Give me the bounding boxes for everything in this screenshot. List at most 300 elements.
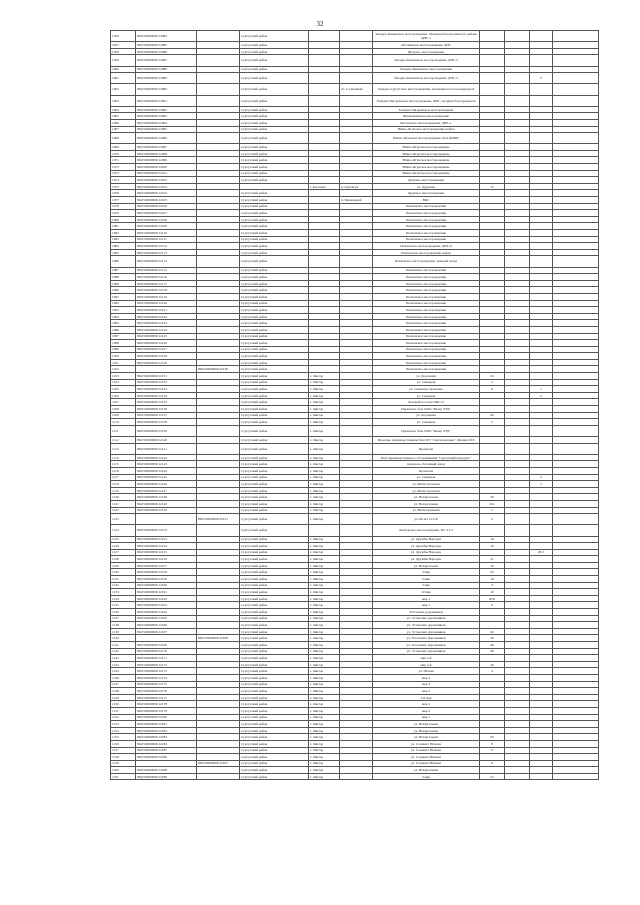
table-cell bbox=[480, 190, 505, 197]
table-cell bbox=[480, 461, 505, 468]
table-cell: 1106 bbox=[111, 392, 136, 399]
table-cell bbox=[505, 461, 530, 468]
table-cell bbox=[340, 119, 373, 126]
table-cell bbox=[197, 133, 240, 144]
table-cell bbox=[197, 481, 240, 488]
table-cell: 1130 bbox=[111, 569, 136, 576]
table-cell bbox=[530, 366, 553, 373]
table-cell bbox=[309, 307, 340, 314]
table-cell: Сургутский район bbox=[240, 55, 309, 66]
table-cell bbox=[480, 243, 505, 250]
table-cell: Западно-Чигоринское месторождение, ДНС, опорная база промысла bbox=[373, 95, 480, 106]
table-cell bbox=[553, 655, 599, 662]
table-cell bbox=[553, 223, 599, 230]
table-cell: Сургутский район bbox=[240, 236, 309, 243]
table-cell bbox=[553, 494, 599, 501]
table-cell bbox=[505, 66, 530, 73]
table-cell bbox=[505, 500, 530, 507]
table-cell bbox=[480, 119, 505, 126]
table-cell: 1077 bbox=[111, 197, 136, 204]
table-cell bbox=[480, 274, 505, 281]
table-cell bbox=[309, 144, 340, 151]
table-cell: 63 bbox=[480, 734, 505, 741]
table-row bbox=[111, 481, 599, 488]
table-cell bbox=[340, 267, 373, 274]
table-cell bbox=[530, 437, 553, 444]
table-cell: Сургутский район bbox=[240, 443, 309, 454]
table-cell bbox=[553, 721, 599, 728]
table-cell: ул. Назаргалеева bbox=[373, 767, 480, 774]
table-cell: Сургутский район bbox=[240, 582, 309, 589]
table-cell bbox=[340, 642, 373, 649]
table-cell bbox=[340, 443, 373, 454]
table-cell bbox=[505, 230, 530, 237]
table-cell: Повховское месторождение bbox=[373, 326, 480, 333]
table-cell: ул. Эстонских дорожников bbox=[373, 615, 480, 622]
table-cell: 24 bbox=[480, 373, 505, 380]
table-cell bbox=[505, 734, 530, 741]
table-cell bbox=[340, 287, 373, 294]
table-cell bbox=[553, 126, 599, 133]
table-cell: мкр 2 bbox=[373, 707, 480, 714]
table-cell bbox=[505, 543, 530, 550]
table-row bbox=[111, 326, 599, 333]
table-cell: г. Лянтор bbox=[309, 461, 340, 468]
table-cell bbox=[505, 267, 530, 274]
table-cell bbox=[197, 536, 240, 543]
table-row bbox=[111, 183, 599, 190]
table-cell: Сургутский район bbox=[240, 197, 309, 204]
table-cell: 86:03:0000000:12117 bbox=[136, 280, 197, 287]
table-cell bbox=[480, 326, 505, 333]
table-cell: 86:03:0000000:12132 bbox=[136, 379, 197, 386]
table-cell: 86:03:0000000:12085 bbox=[136, 42, 197, 49]
table-cell bbox=[530, 602, 553, 609]
table-cell bbox=[553, 392, 599, 399]
table-row bbox=[111, 293, 599, 300]
table-cell: 86:03:0000000:12113 bbox=[136, 249, 197, 256]
table-cell bbox=[197, 734, 240, 741]
table-row bbox=[111, 307, 599, 314]
table-cell bbox=[505, 164, 530, 171]
table-cell: Сургутский район bbox=[240, 576, 309, 583]
table-cell bbox=[505, 773, 530, 780]
table-cell bbox=[553, 589, 599, 596]
page-number: 32 bbox=[316, 20, 324, 28]
table-cell: 1067 bbox=[111, 126, 136, 133]
table-cell: 86:03:0000000:12107 bbox=[136, 210, 197, 217]
table-cell bbox=[553, 216, 599, 223]
table-cell bbox=[553, 313, 599, 320]
table-cell bbox=[197, 379, 240, 386]
table-cell: 1062 bbox=[111, 84, 136, 95]
table-cell: 1123 bbox=[111, 514, 136, 525]
table-cell: 1074 bbox=[111, 177, 136, 184]
table-cell: Сургутский район bbox=[240, 514, 309, 525]
table-cell bbox=[553, 386, 599, 393]
table-cell: ул. Салавата Юлаева bbox=[373, 747, 480, 754]
table-cell: 86:03:0000000:12150 bbox=[136, 507, 197, 514]
table-row bbox=[111, 119, 599, 126]
table-cell: Повховское месторождение bbox=[373, 230, 480, 237]
table-cell bbox=[309, 525, 340, 536]
table-row bbox=[111, 648, 599, 655]
table-cell: Сургутский район bbox=[240, 392, 309, 399]
table-cell bbox=[505, 223, 530, 230]
table-cell bbox=[197, 582, 240, 589]
table-cell bbox=[530, 688, 553, 695]
table-cell bbox=[553, 399, 599, 406]
table-cell bbox=[197, 569, 240, 576]
table-cell bbox=[553, 487, 599, 494]
table-cell bbox=[530, 648, 553, 655]
table-cell: 1140 bbox=[111, 635, 136, 642]
table-cell: 86:03:0000000:12106 bbox=[136, 203, 197, 210]
table-cell bbox=[505, 386, 530, 393]
table-cell bbox=[480, 320, 505, 327]
table-cell bbox=[340, 609, 373, 616]
table-cell: г. Лянтор bbox=[309, 674, 340, 681]
table-cell bbox=[480, 655, 505, 662]
table-cell bbox=[309, 31, 340, 42]
table-cell: 1066 bbox=[111, 119, 136, 126]
table-cell: Сургутский район bbox=[240, 602, 309, 609]
table-cell: 86:03:0000000:12093 bbox=[136, 113, 197, 120]
table-cell: Сургутский район bbox=[240, 373, 309, 380]
table-cell: 86:03:0000000:12153 bbox=[136, 536, 197, 543]
table-cell bbox=[553, 326, 599, 333]
table-cell bbox=[505, 126, 530, 133]
table-cell: Повховское месторождение нефти bbox=[373, 249, 480, 256]
table-cell: 86:03:0000000:12120 bbox=[136, 300, 197, 307]
table-cell: Сургутский район bbox=[240, 300, 309, 307]
table-cell: промзона, бетонный завод bbox=[373, 461, 480, 468]
table-cell bbox=[480, 203, 505, 210]
table-cell: Промзона, база ООО "Бахер ЛТД" bbox=[373, 406, 480, 413]
table-cell bbox=[340, 514, 373, 525]
table-cell bbox=[309, 236, 340, 243]
table-cell: г. Лянтор bbox=[309, 467, 340, 474]
table-row bbox=[111, 177, 599, 184]
table-cell bbox=[340, 694, 373, 701]
table-cell bbox=[480, 615, 505, 622]
table-cell: 86:03:0000000:12131 bbox=[136, 373, 197, 380]
table-cell: 1118 bbox=[111, 481, 136, 488]
table-cell bbox=[340, 230, 373, 237]
table-cell bbox=[197, 443, 240, 454]
table-cell: ул. Дорожная bbox=[373, 373, 480, 380]
table-cell bbox=[197, 55, 240, 66]
table-cell: Сургутский район bbox=[240, 210, 309, 217]
table-cell: 86:03:0000000:12095 bbox=[136, 126, 197, 133]
table-cell: 86:03:0000000:12188 bbox=[136, 767, 197, 774]
table-cell: 1139 bbox=[111, 628, 136, 635]
table-cell bbox=[309, 267, 340, 274]
table-cell: 86:03:0000000:12102 bbox=[136, 177, 197, 184]
table-cell bbox=[197, 274, 240, 281]
table-cell: 1117 bbox=[111, 474, 136, 481]
table-cell bbox=[505, 694, 530, 701]
table-cell bbox=[530, 701, 553, 708]
table-cell: г. Лянтор bbox=[309, 576, 340, 583]
table-cell bbox=[530, 655, 553, 662]
table-cell: Западно-Камынское месторождение, ДНС-2 bbox=[373, 73, 480, 84]
table-cell bbox=[505, 474, 530, 481]
table-cell: База производственного обслуживания "Сургутнефтепродукт" bbox=[373, 454, 480, 461]
table-cell bbox=[553, 747, 599, 754]
table-cell: Повховское месторождение bbox=[373, 236, 480, 243]
table-cell bbox=[340, 236, 373, 243]
table-cell: 2-й мкр bbox=[373, 694, 480, 701]
table-cell: 1102 bbox=[111, 366, 136, 373]
table-row bbox=[111, 576, 599, 583]
table-cell: 1098 bbox=[111, 340, 136, 347]
table-cell bbox=[197, 150, 240, 157]
table-cell: ул. Магистральная bbox=[373, 487, 480, 494]
table-row bbox=[111, 734, 599, 741]
table-cell: Сургутский район bbox=[240, 256, 309, 267]
table-cell: Повховское месторождение bbox=[373, 366, 480, 373]
table-cell bbox=[505, 210, 530, 217]
table-cell bbox=[530, 31, 553, 42]
table-cell: г. Лянтор bbox=[309, 681, 340, 688]
table-row bbox=[111, 425, 599, 436]
table-cell: 86:03:0000000:12142 bbox=[136, 454, 197, 461]
table-cell: Сургутский район bbox=[240, 628, 309, 635]
table-cell: г. Лянтор bbox=[309, 500, 340, 507]
table-cell bbox=[505, 628, 530, 635]
table-cell bbox=[530, 249, 553, 256]
table-cell: 40 bbox=[480, 628, 505, 635]
table-cell bbox=[340, 177, 373, 184]
table-cell bbox=[309, 106, 340, 113]
table-cell: Сургутский район bbox=[240, 467, 309, 474]
table-cell bbox=[340, 500, 373, 507]
table-cell: 86:03:0000000:12173 bbox=[136, 668, 197, 675]
table-cell bbox=[480, 609, 505, 616]
table-cell bbox=[197, 157, 240, 164]
table-cell bbox=[553, 760, 599, 767]
table-cell: 48 bbox=[480, 642, 505, 649]
table-cell bbox=[505, 754, 530, 761]
table-cell bbox=[340, 216, 373, 223]
table-cell bbox=[505, 536, 530, 543]
table-cell bbox=[480, 126, 505, 133]
table-cell bbox=[530, 256, 553, 267]
table-cell bbox=[480, 622, 505, 629]
table-cell bbox=[505, 487, 530, 494]
table-cell: Сургутский район bbox=[240, 454, 309, 461]
table-cell: Сургутский район bbox=[240, 113, 309, 120]
table-cell: Сургутский район bbox=[240, 481, 309, 488]
table-cell bbox=[197, 437, 240, 444]
table-cell bbox=[505, 106, 530, 113]
table-row bbox=[111, 443, 599, 454]
table-cell: 86:03:0000000:12101 bbox=[136, 170, 197, 177]
table-cell bbox=[553, 150, 599, 157]
table-cell: 1136 bbox=[111, 609, 136, 616]
table-cell bbox=[197, 84, 240, 95]
table-cell: 86:03:0000000:12186 bbox=[136, 754, 197, 761]
table-cell bbox=[340, 734, 373, 741]
table-row bbox=[111, 197, 599, 204]
table-cell bbox=[553, 236, 599, 243]
table-cell: 1056 bbox=[111, 31, 136, 42]
table-cell: 86:03:0000000:12109 bbox=[136, 223, 197, 230]
table-row bbox=[111, 419, 599, 426]
table-cell bbox=[553, 635, 599, 642]
table-row bbox=[111, 31, 599, 42]
table-cell bbox=[553, 73, 599, 84]
table-cell bbox=[505, 661, 530, 668]
table-cell bbox=[530, 287, 553, 294]
table-cell bbox=[505, 157, 530, 164]
table-cell: Сургутский район bbox=[240, 164, 309, 171]
table-cell: 1161 bbox=[111, 773, 136, 780]
table-cell: г. Лянтор bbox=[309, 556, 340, 563]
table-cell: Сургутский район bbox=[240, 525, 309, 536]
table-cell: Западно-Камынское месторождение. Опорная база промысла в районе ДНС-1 bbox=[373, 31, 480, 42]
table-cell: 86:03:0000000:12165 bbox=[136, 615, 197, 622]
table-cell bbox=[197, 767, 240, 774]
table-row bbox=[111, 386, 599, 393]
table-cell: 86:03:0000000:12136 bbox=[136, 406, 197, 413]
table-cell: ул. Дружбы Народов bbox=[373, 536, 480, 543]
table-cell: г. Лянтор bbox=[309, 694, 340, 701]
table-cell: 1132 bbox=[111, 582, 136, 589]
table-cell bbox=[505, 84, 530, 95]
table-cell bbox=[530, 576, 553, 583]
table-cell bbox=[530, 622, 553, 629]
table-row bbox=[111, 562, 599, 569]
table-cell: Сургутский район bbox=[240, 609, 309, 616]
table-cell bbox=[505, 313, 530, 320]
table-cell: г. Лянтор bbox=[309, 661, 340, 668]
table-cell bbox=[553, 514, 599, 525]
table-cell bbox=[197, 399, 240, 406]
table-cell bbox=[340, 681, 373, 688]
table-cell: ул. Северная bbox=[373, 392, 480, 399]
table-cell: 86:03:0000000:12133 bbox=[136, 386, 197, 393]
table-cell: г. Лянтор bbox=[309, 767, 340, 774]
table-cell: Сургутский район bbox=[240, 549, 309, 556]
table-cell: 39 bbox=[480, 635, 505, 642]
table-cell bbox=[309, 42, 340, 49]
table-cell bbox=[505, 609, 530, 616]
table-cell bbox=[530, 461, 553, 468]
table-cell bbox=[530, 190, 553, 197]
table-cell: ул. Назаргалеева bbox=[373, 727, 480, 734]
table-cell bbox=[197, 628, 240, 635]
table-cell: ул. Летная bbox=[373, 668, 480, 675]
table-cell bbox=[505, 249, 530, 256]
table-row bbox=[111, 373, 599, 380]
table-cell: 17 bbox=[480, 747, 505, 754]
table-cell: 1099 bbox=[111, 346, 136, 353]
table-cell: 86:03:0000000:12144 bbox=[136, 467, 197, 474]
table-cell: Повховское месторождение bbox=[373, 313, 480, 320]
table-cell bbox=[553, 164, 599, 171]
table-cell: Сургутский район bbox=[240, 589, 309, 596]
table-cell bbox=[530, 293, 553, 300]
table-cell bbox=[340, 615, 373, 622]
table-cell: 1084 bbox=[111, 243, 136, 250]
table-cell: 1069 bbox=[111, 144, 136, 151]
table-cell bbox=[553, 95, 599, 106]
table-cell: Сургутский район bbox=[240, 668, 309, 675]
table-cell bbox=[480, 133, 505, 144]
table-cell: 1133 bbox=[111, 589, 136, 596]
table-cell bbox=[340, 313, 373, 320]
table-cell bbox=[553, 549, 599, 556]
table-cell: 2 мкр bbox=[373, 569, 480, 576]
table-cell bbox=[197, 177, 240, 184]
table-row bbox=[111, 274, 599, 281]
table-cell: 1107 bbox=[111, 399, 136, 406]
table-cell bbox=[480, 707, 505, 714]
table-cell: 86:03:0000000:12169 bbox=[136, 642, 197, 649]
table-cell: 24 bbox=[480, 773, 505, 780]
table-cell: 1073 bbox=[111, 170, 136, 177]
table-cell: 86:03:0000000:12097 bbox=[136, 144, 197, 151]
table-cell bbox=[505, 602, 530, 609]
table-cell bbox=[505, 203, 530, 210]
table-row bbox=[111, 661, 599, 668]
table-cell bbox=[309, 320, 340, 327]
table-cell bbox=[530, 443, 553, 454]
table-cell: ул. 60 лет СССР bbox=[373, 514, 480, 525]
table-cell: мкр 1 bbox=[373, 714, 480, 721]
table-cell bbox=[505, 366, 530, 373]
table-cell: ул. Эстонских дорожников bbox=[373, 628, 480, 635]
table-cell bbox=[505, 454, 530, 461]
table-cell bbox=[197, 507, 240, 514]
table-cell: 86:03:0000000:12159 bbox=[136, 576, 197, 583]
table-cell bbox=[505, 73, 530, 84]
table-row bbox=[111, 514, 599, 525]
table-cell: г. Лянтор bbox=[309, 481, 340, 488]
table-cell: 86:03:0000000:12091 bbox=[136, 95, 197, 106]
table-row bbox=[111, 694, 599, 701]
table-cell bbox=[530, 373, 553, 380]
table-cell bbox=[340, 714, 373, 721]
table-cell bbox=[553, 353, 599, 360]
table-row bbox=[111, 754, 599, 761]
table-cell bbox=[530, 487, 553, 494]
table-row bbox=[111, 412, 599, 419]
table-cell: мкр 2 bbox=[373, 674, 480, 681]
table-cell: 22а bbox=[480, 500, 505, 507]
table-cell: Сургутский район bbox=[240, 701, 309, 708]
table-cell bbox=[553, 157, 599, 164]
table-cell bbox=[309, 216, 340, 223]
table-cell: 10 мкр bbox=[373, 589, 480, 596]
table-cell: 86:03:0000000:12140 bbox=[136, 437, 197, 444]
table-cell bbox=[553, 320, 599, 327]
table-cell bbox=[480, 467, 505, 474]
table-cell: 1124 bbox=[111, 525, 136, 536]
table-cell bbox=[553, 366, 599, 373]
table-cell bbox=[480, 688, 505, 695]
table-cell bbox=[309, 280, 340, 287]
table-cell: Сургутский район bbox=[240, 642, 309, 649]
table-cell: Сургутский район bbox=[240, 126, 309, 133]
table-cell bbox=[240, 183, 309, 190]
table-cell bbox=[340, 66, 373, 73]
table-cell: 86:03:0000000:12088 bbox=[136, 66, 197, 73]
table-cell: сп. Солнечный bbox=[340, 84, 373, 95]
table-cell bbox=[340, 223, 373, 230]
